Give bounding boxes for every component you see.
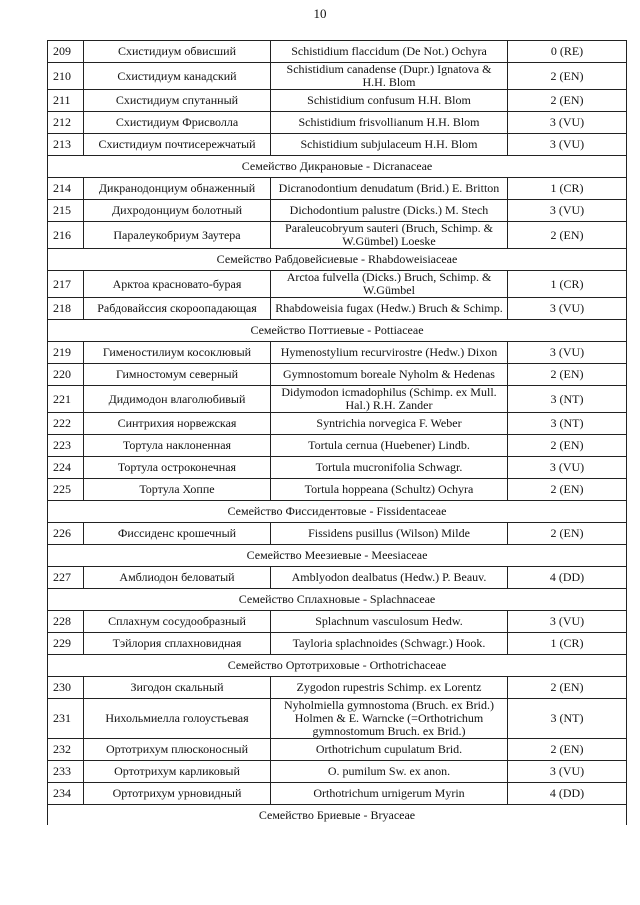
row-number: 214 — [48, 178, 84, 200]
status-category: 0 (RE) — [508, 41, 627, 63]
latin-name: Rhabdoweisia fugax (Hedw.) Bruch & Schimp. — [271, 298, 508, 320]
status-category: 1 (CR) — [508, 633, 627, 655]
row-number: 229 — [48, 633, 84, 655]
row-number: 227 — [48, 567, 84, 589]
russian-name: Гимностомум северный — [84, 364, 271, 386]
row-number: 212 — [48, 112, 84, 134]
row-number: 226 — [48, 523, 84, 545]
russian-name: Паралеукобриум Заутера — [84, 222, 271, 249]
latin-name: Schistidium canadense (Dupr.) Ignatova & H.H. Blom — [271, 63, 508, 90]
latin-name: Orthotrichum cupulatum Brid. — [271, 739, 508, 761]
row-number: 220 — [48, 364, 84, 386]
table-row — [48, 63, 627, 90]
status-category: 1 (CR) — [508, 271, 627, 298]
status-category: 3 (VU) — [508, 298, 627, 320]
status-category: 2 (EN) — [508, 364, 627, 386]
latin-name: Tortula cernua (Huebener) Lindb. — [271, 435, 508, 457]
family-heading: Семейство Сплахновые - Splachnaceae — [48, 589, 627, 611]
row-number: 224 — [48, 457, 84, 479]
latin-name: Nyholmiella gymnostoma (Bruch. ex Brid.) Holmen & E. Warncke (=Orthotrichum gymnostomum Bruch. ex Brid.) — [271, 699, 508, 739]
latin-name: Schistidium subjulaceum H.H. Blom — [271, 134, 508, 156]
table-row — [48, 342, 627, 364]
latin-name: Tortula hoppeana (Schultz) Ochyra — [271, 479, 508, 501]
latin-name: Orthotrichum urnigerum Myrin — [271, 783, 508, 805]
table-row — [48, 413, 627, 435]
table-row — [48, 364, 627, 386]
russian-name: Дикранодонциум обнаженный — [84, 178, 271, 200]
status-category: 2 (EN) — [508, 677, 627, 699]
family-heading: Семейство Ортотриховые - Orthotrichaceae — [48, 655, 627, 677]
status-category: 3 (VU) — [508, 342, 627, 364]
family-row — [48, 589, 627, 611]
row-number: 216 — [48, 222, 84, 249]
status-category: 1 (CR) — [508, 178, 627, 200]
status-category: 3 (NT) — [508, 699, 627, 739]
table-row — [48, 222, 627, 249]
latin-name: O. pumilum Sw. ex anon. — [271, 761, 508, 783]
latin-name: Amblyodon dealbatus (Hedw.) P. Beauv. — [271, 567, 508, 589]
family-heading: Семейство Фиссидентовые - Fissidentaceae — [48, 501, 627, 523]
latin-name: Arctoa fulvella (Dicks.) Bruch, Schimp. & W.Gümbel — [271, 271, 508, 298]
russian-name: Тортула остроконечная — [84, 457, 271, 479]
status-category: 3 (VU) — [508, 200, 627, 222]
status-category: 3 (VU) — [508, 761, 627, 783]
russian-name: Схистидиум почтисережчатый — [84, 134, 271, 156]
latin-name: Dicranodontium denudatum (Brid.) E. Britton — [271, 178, 508, 200]
family-row — [48, 545, 627, 567]
russian-name: Ортотрихум карликовый — [84, 761, 271, 783]
row-number: 222 — [48, 413, 84, 435]
russian-name: Дихродонциум болотный — [84, 200, 271, 222]
row-number: 217 — [48, 271, 84, 298]
russian-name: Зигодон скальный — [84, 677, 271, 699]
table-body — [48, 41, 627, 826]
status-category: 2 (EN) — [508, 523, 627, 545]
table-row — [48, 112, 627, 134]
table-row — [48, 90, 627, 112]
status-category: 3 (VU) — [508, 112, 627, 134]
russian-name: Ортотрихум плюсконосный — [84, 739, 271, 761]
russian-name: Тортула наклоненная — [84, 435, 271, 457]
family-heading: Семейство Бриевые - Bryaceae — [48, 805, 627, 826]
family-heading: Семейство Дикрановые - Dicranaceae — [48, 156, 627, 178]
family-row — [48, 805, 627, 826]
family-heading: Семейство Поттиевые - Pottiaceae — [48, 320, 627, 342]
russian-name: Тэйлория сплахновидная — [84, 633, 271, 655]
table-row — [48, 633, 627, 655]
row-number: 230 — [48, 677, 84, 699]
family-row — [48, 249, 627, 271]
table-row — [48, 611, 627, 633]
table-row — [48, 271, 627, 298]
russian-name: Нихольмиелла голоустьевая — [84, 699, 271, 739]
status-category: 2 (EN) — [508, 90, 627, 112]
russian-name: Фиссиденс крошечный — [84, 523, 271, 545]
russian-name: Ортотрихум урновидный — [84, 783, 271, 805]
latin-name: Tayloria splachnoides (Schwagr.) Hook. — [271, 633, 508, 655]
latin-name: Schistidium flaccidum (De Not.) Ochyra — [271, 41, 508, 63]
row-number: 221 — [48, 386, 84, 413]
russian-name: Сплахнум сосудообразный — [84, 611, 271, 633]
row-number: 215 — [48, 200, 84, 222]
table-row — [48, 739, 627, 761]
status-category: 4 (DD) — [508, 783, 627, 805]
status-category: 3 (VU) — [508, 611, 627, 633]
table-row — [48, 457, 627, 479]
latin-name: Fissidens pusillus (Wilson) Milde — [271, 523, 508, 545]
russian-name: Амблиодон беловатый — [84, 567, 271, 589]
row-number: 218 — [48, 298, 84, 320]
page-number: 10 — [313, 6, 327, 21]
table-row — [48, 567, 627, 589]
row-number: 211 — [48, 90, 84, 112]
latin-name: Paraleucobryum sauteri (Bruch, Schimp. & W.Gümbel) Loeske — [271, 222, 508, 249]
family-row — [48, 501, 627, 523]
russian-name: Схистидиум обвисший — [84, 41, 271, 63]
row-number: 228 — [48, 611, 84, 633]
row-number: 231 — [48, 699, 84, 739]
table-row — [48, 386, 627, 413]
russian-name: Тортула Хоппе — [84, 479, 271, 501]
status-category: 3 (VU) — [508, 134, 627, 156]
latin-name: Hymenostylium recurvirostre (Hedw.) Dixon — [271, 342, 508, 364]
status-category: 2 (EN) — [508, 63, 627, 90]
row-number: 225 — [48, 479, 84, 501]
latin-name: Zygodon rupestris Schimp. ex Lorentz — [271, 677, 508, 699]
row-number: 210 — [48, 63, 84, 90]
table-row — [48, 200, 627, 222]
status-category: 2 (EN) — [508, 739, 627, 761]
table-row — [48, 298, 627, 320]
table-row — [48, 134, 627, 156]
russian-name: Рабдовайссия скороопадающая — [84, 298, 271, 320]
row-number: 232 — [48, 739, 84, 761]
row-number: 233 — [48, 761, 84, 783]
status-category: 3 (NT) — [508, 413, 627, 435]
status-category: 4 (DD) — [508, 567, 627, 589]
latin-name: Tortula mucronifolia Schwagr. — [271, 457, 508, 479]
row-number: 234 — [48, 783, 84, 805]
table-row — [48, 523, 627, 545]
russian-name: Гименостилиум косоклювый — [84, 342, 271, 364]
russian-name: Арктоа красновато-бурая — [84, 271, 271, 298]
red-list-table — [47, 40, 627, 825]
family-heading: Семейство Меезиевые - Meesiaceae — [48, 545, 627, 567]
family-heading: Семейство Рабдовейсиевые - Rhabdoweisiaceae — [48, 249, 627, 271]
row-number: 219 — [48, 342, 84, 364]
russian-name: Схистидиум спутанный — [84, 90, 271, 112]
status-category: 3 (VU) — [508, 457, 627, 479]
latin-name: Schistidium confusum H.H. Blom — [271, 90, 508, 112]
table-row — [48, 479, 627, 501]
table-row — [48, 178, 627, 200]
table-row — [48, 699, 627, 739]
latin-name: Gymnostomum boreale Nyholm & Hedenas — [271, 364, 508, 386]
latin-name: Syntrichia norvegica F. Weber — [271, 413, 508, 435]
russian-name: Схистидиум канадский — [84, 63, 271, 90]
status-category: 3 (NT) — [508, 386, 627, 413]
status-category: 2 (EN) — [508, 479, 627, 501]
family-row — [48, 320, 627, 342]
table-row — [48, 783, 627, 805]
table-row — [48, 761, 627, 783]
russian-name: Синтрихия норвежская — [84, 413, 271, 435]
family-row — [48, 655, 627, 677]
russian-name: Схистидиум Фрисволла — [84, 112, 271, 134]
table-row — [48, 41, 627, 63]
latin-name: Splachnum vasculosum Hedw. — [271, 611, 508, 633]
latin-name: Didymodon icmadophilus (Schimp. ex Mull. Hal.) R.H. Zander — [271, 386, 508, 413]
row-number: 223 — [48, 435, 84, 457]
latin-name: Schistidium frisvollianum H.H. Blom — [271, 112, 508, 134]
row-number: 209 — [48, 41, 84, 63]
latin-name: Dichodontium palustre (Dicks.) M. Stech — [271, 200, 508, 222]
row-number: 213 — [48, 134, 84, 156]
status-category: 2 (EN) — [508, 435, 627, 457]
status-category: 2 (EN) — [508, 222, 627, 249]
table-row — [48, 435, 627, 457]
table-row — [48, 677, 627, 699]
family-row — [48, 156, 627, 178]
russian-name: Дидимодон влаголюбивый — [84, 386, 271, 413]
